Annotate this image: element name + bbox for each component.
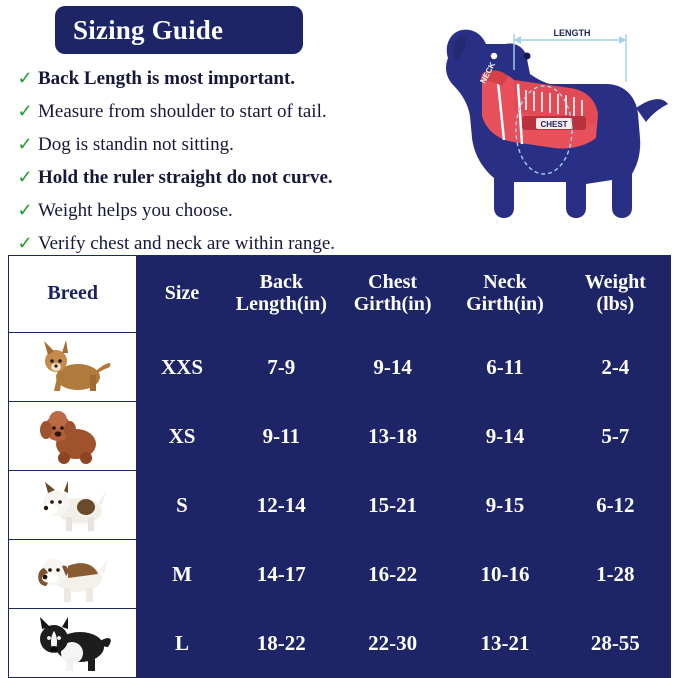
breed-image-cell	[9, 540, 137, 609]
list-item-label: Measure from shoulder to start of tail.	[38, 101, 327, 122]
list-item	[12, 101, 432, 125]
cell-neck-girth: 6-11	[450, 333, 560, 402]
cell-neck-girth: 9-15	[450, 471, 560, 540]
list-item-label: Back Length is most important.	[38, 68, 296, 89]
page-title: Sizing Guide	[73, 14, 224, 45]
cell-back-length: 12-14	[227, 471, 335, 540]
list-item	[12, 134, 432, 158]
list-item	[12, 233, 432, 257]
cell-back-length: 7-9	[227, 333, 335, 402]
cell-back-length: 9-11	[227, 402, 335, 471]
size-chart	[8, 255, 671, 678]
check-icon: ✓	[17, 233, 33, 253]
instructions-list	[12, 68, 432, 266]
cell-weight: 1-28	[560, 540, 670, 609]
table-row	[9, 540, 671, 609]
border-collie-photo	[9, 611, 136, 675]
cell-size: XXS	[137, 333, 227, 402]
cell-weight: 28-55	[560, 609, 670, 678]
cell-chest-girth: 15-21	[335, 471, 449, 540]
cell-back-length: 18-22	[227, 609, 335, 678]
column-header-chest-girth: Chest Girth(in)	[335, 256, 449, 333]
breed-image-cell	[9, 471, 137, 540]
column-header-breed: Breed	[9, 256, 137, 333]
column-header-back-length: Back Length(in)	[227, 256, 335, 333]
list-item	[12, 68, 432, 92]
cell-size: L	[137, 609, 227, 678]
check-icon: ✓	[17, 101, 33, 121]
page-title-badge	[55, 6, 303, 54]
cell-chest-girth: 13-18	[335, 402, 449, 471]
chihuahua-photo	[9, 335, 136, 399]
list-item-label: Hold the ruler straight do not curve.	[38, 167, 333, 188]
table-row	[9, 333, 671, 402]
list-item-label: Weight helps you choose.	[38, 200, 233, 221]
list-item-label: Verify chest and neck are within range.	[38, 233, 336, 254]
column-header-neck-girth: Neck Girth(in)	[450, 256, 560, 333]
dog-measurement-illustration	[410, 12, 672, 240]
breed-image-cell	[9, 609, 137, 678]
cell-weight: 2-4	[560, 333, 670, 402]
check-icon: ✓	[17, 68, 33, 88]
cell-weight: 6-12	[560, 471, 670, 540]
cell-chest-girth: 16-22	[335, 540, 449, 609]
check-icon: ✓	[17, 167, 33, 187]
cell-chest-girth: 9-14	[335, 333, 449, 402]
chest-label: CHEST	[540, 120, 568, 129]
length-label: LENGTH	[553, 28, 591, 38]
check-icon: ✓	[17, 134, 33, 154]
check-icon: ✓	[17, 200, 33, 220]
table-row	[9, 609, 671, 678]
cell-weight: 5-7	[560, 402, 670, 471]
column-header-weight: Weight (lbs)	[560, 256, 670, 333]
size-table	[8, 255, 671, 678]
cell-chest-girth: 22-30	[335, 609, 449, 678]
terrier-photo	[9, 473, 136, 537]
neck-label: NECK	[478, 60, 498, 85]
breed-image-cell	[9, 402, 137, 471]
cell-neck-girth: 13-21	[450, 609, 560, 678]
list-item-label: Dog is standin not sitting.	[38, 134, 234, 155]
list-item	[12, 167, 432, 191]
beagle-photo	[9, 542, 136, 606]
poodle-photo	[9, 404, 136, 468]
cell-neck-girth: 9-14	[450, 402, 560, 471]
cell-size: XS	[137, 402, 227, 471]
column-header-size: Size	[137, 256, 227, 333]
cell-size: S	[137, 471, 227, 540]
table-row	[9, 402, 671, 471]
table-row	[9, 471, 671, 540]
cell-size: M	[137, 540, 227, 609]
cell-back-length: 14-17	[227, 540, 335, 609]
breed-image-cell	[9, 333, 137, 402]
cell-neck-girth: 10-16	[450, 540, 560, 609]
list-item	[12, 200, 432, 224]
table-header-row	[9, 256, 671, 333]
